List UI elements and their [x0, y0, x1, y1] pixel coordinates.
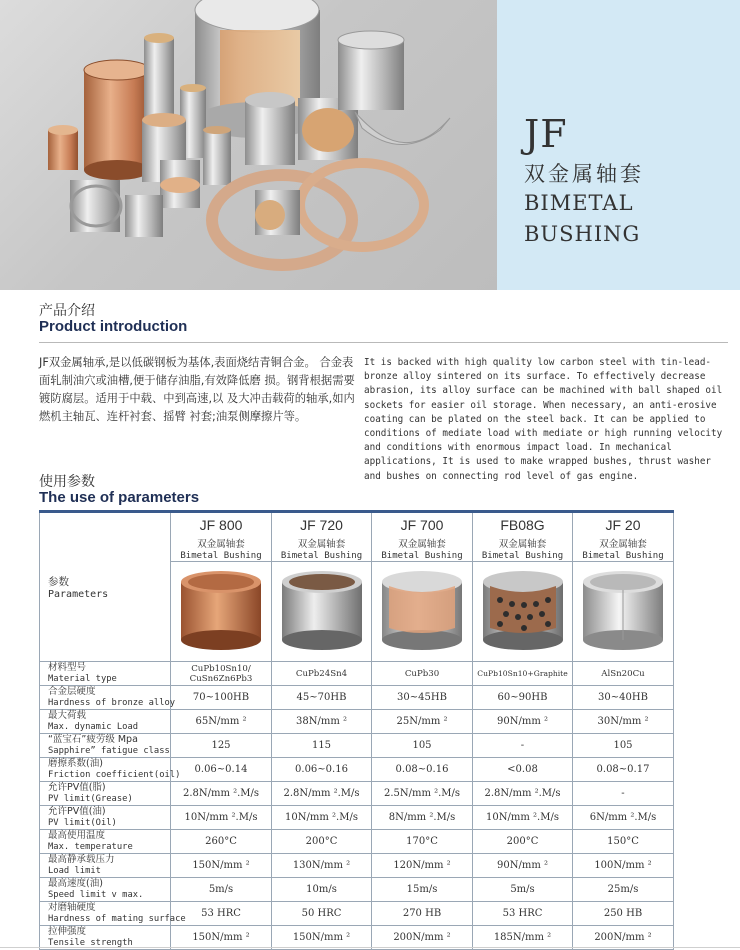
table-cell: 10N/mm ².M/s	[171, 806, 272, 830]
row-label-cn: 最大荷载	[48, 710, 87, 721]
row-label-cn: 材料型号	[48, 662, 87, 673]
row-label	[40, 782, 171, 806]
table-row	[40, 830, 674, 854]
table-cell: 60~90HB	[473, 686, 573, 710]
table-header-row	[40, 512, 674, 562]
table-cell: 200°C	[473, 830, 573, 854]
table-cell: 25m/s	[573, 878, 674, 902]
model-header	[473, 512, 573, 562]
product-title: JF	[524, 112, 568, 156]
intro-body-en: It is backed with high quality low carbon steel with tin-lead-bronze alloy sintered on its surface. To effectively decrease abrasion, its alloy surface can be machined with ball shaped oil sockets for easier oil storage. When necessary, an anti-erosive coating can be plated on the steel back. It can be applied to conditions of mediate load with mediate or high running velocity and conditions with enormous impact load. In mechanical applications, It is used to make wrapped bushes, thrust washer and bushes on connecting rod level of gas engine.	[364, 357, 723, 482]
table-row	[40, 734, 674, 758]
table-cell: 100N/mm ²	[573, 854, 674, 878]
table-cell: 45~70HB	[272, 686, 372, 710]
row-label-cn: 拉伸强度	[48, 926, 87, 937]
model-name: JF 800	[199, 516, 243, 533]
table-cell: 6N/mm ².M/s	[573, 806, 674, 830]
table-cell: 5m/s	[171, 878, 272, 902]
row-label-cn: “蓝宝石”疲劳级 Mpa	[48, 734, 138, 745]
product-subtitle-en-line2: BUSHING	[524, 222, 641, 246]
table-cell: AlSn20Cu	[573, 662, 674, 686]
model-en: Bimetal Bushing	[582, 550, 664, 561]
table-cell: 53 HRC	[473, 902, 573, 926]
row-label-en: Max. temperature	[48, 841, 133, 852]
table-cell: 2.8N/mm ².M/s	[171, 782, 272, 806]
intro-body-cn: JF双金属轴承,是以低碳钢板为基体,表面烧结青铜合金。 合金表面轧制油穴或油槽,便于储存油脂,有效降低磨 损。钢背根据需要镀防腐层。适用于中载、中到高速,以 及大冲击载荷的轴承,如内燃机主轴瓦、连杆衬套、摇臂 衬套;油泵侧摩擦片等。	[39, 356, 355, 423]
row-label-en: Speed limit v max.	[48, 889, 144, 900]
table-cell: 200°C	[272, 830, 372, 854]
table-cell: 25N/mm ²	[372, 710, 473, 734]
table-row	[40, 782, 674, 806]
table-cell: 120N/mm ²	[372, 854, 473, 878]
row-label	[40, 806, 171, 830]
table-cell: CuPb24Sn4	[272, 662, 372, 686]
model-cn: 双金属轴套	[498, 538, 547, 550]
table-cell: 2.8N/mm ².M/s	[272, 782, 372, 806]
model-name: JF 700	[400, 516, 444, 533]
table-cell: CuPb10Sn10+Graphite	[473, 662, 573, 686]
model-en: Bimetal Bushing	[280, 550, 363, 561]
table-cell: 150N/mm ²	[272, 926, 372, 950]
row-label-cn: 允许PV值(脂)	[48, 782, 106, 793]
bronze-bushing-image	[176, 568, 266, 652]
table-cell: 260°C	[171, 830, 272, 854]
table-cell: 30~45HB	[372, 686, 473, 710]
table-row	[40, 758, 674, 782]
table-cell: 115	[272, 734, 372, 758]
table-cell: 185N/mm ²	[473, 926, 573, 950]
model-cn: 双金属轴套	[197, 538, 245, 550]
row-label	[40, 878, 171, 902]
parameters-label-cell	[40, 512, 171, 662]
table-cell: 150N/mm ²	[171, 926, 272, 950]
table-cell: 150N/mm ²	[171, 854, 272, 878]
row-label-en: PV limit(Grease)	[48, 793, 133, 804]
table-cell: 10N/mm ².M/s	[473, 806, 573, 830]
intro-heading-cn: 产品介绍	[39, 303, 95, 319]
model-header	[171, 512, 272, 562]
table-cell: 50 HRC	[272, 902, 372, 926]
row-label	[40, 926, 171, 950]
model-header	[372, 512, 473, 562]
row-label-cn: 对磨轴硬度	[48, 902, 96, 913]
steel-bushing-image	[277, 568, 367, 652]
hero-banner	[0, 0, 740, 290]
table-cell: 10m/s	[272, 878, 372, 902]
aluminium-bushing-image	[578, 568, 668, 652]
model-header	[272, 512, 372, 562]
model-cn: 双金属轴套	[297, 538, 346, 550]
params-heading-en: The use of parameters	[39, 489, 200, 506]
table-cell: -	[573, 782, 674, 806]
table-cell: 200N/mm ²	[573, 926, 674, 950]
row-label	[40, 854, 171, 878]
row-label	[40, 902, 186, 926]
row-label-en: Hardness of bronze alloy	[48, 697, 176, 708]
row-label-en: Sapphire” fatigue class	[48, 745, 170, 756]
row-label-en: Max. dynamic Load	[48, 721, 139, 732]
row-label	[40, 710, 171, 734]
row-label	[40, 830, 171, 854]
steel-bronze-bushing-image	[377, 568, 467, 652]
row-label-cn: 最高速度(油)	[48, 878, 103, 889]
intro-heading-en: Product introduction	[39, 318, 188, 335]
table-row	[40, 902, 674, 926]
table-cell: 250 HB	[573, 902, 674, 926]
table-cell: -	[473, 734, 573, 758]
row-label	[40, 662, 171, 686]
row-label-cn: 允许PV值(油)	[48, 806, 106, 817]
row-label-cn: 最高静承载压力	[48, 854, 115, 865]
parameters-label-en: Parameters	[48, 589, 109, 600]
row-label-en: Friction coefficient(oil)	[48, 769, 181, 780]
product-subtitle-en-line1: BIMETAL	[524, 191, 634, 215]
model-name: JF 720	[300, 516, 343, 533]
table-cell: 200N/mm ²	[372, 926, 473, 950]
table-cell: 90N/mm ²	[473, 710, 573, 734]
row-label-en: Tensile strength	[48, 937, 133, 948]
table-cell: 2.5N/mm ².M/s	[372, 782, 473, 806]
row-label-cn: 合金层硬度	[48, 686, 96, 697]
model-header	[573, 512, 674, 562]
table-cell: 70~100HB	[171, 686, 272, 710]
model-en: Bimetal Bushing	[180, 550, 262, 561]
bushing-photo-cell	[473, 562, 573, 662]
table-cell: CuPb10Sn10/ CuSn6Zn6Pb3	[171, 662, 272, 686]
row-label	[40, 686, 176, 710]
table-row	[40, 854, 674, 878]
table-row	[40, 662, 674, 686]
table-cell: 90N/mm ²	[473, 854, 573, 878]
table-cell: 270 HB	[372, 902, 473, 926]
bushings-illustration	[0, 0, 497, 290]
table-row	[40, 806, 674, 830]
table-cell: 10N/mm ².M/s	[272, 806, 372, 830]
table-cell: 125	[171, 734, 272, 758]
table-row	[40, 926, 674, 950]
model-name: FB08G	[500, 516, 545, 533]
table-cell: 0.08~0.16	[372, 758, 473, 782]
page-bottom-divider	[0, 947, 740, 948]
bushing-photo-cell	[372, 562, 473, 662]
row-label-en: PV limit(Oil)	[48, 817, 117, 828]
table-cell: 105	[573, 734, 674, 758]
table-cell: 0.06~0.14	[171, 758, 272, 782]
graphite-bushing-image	[478, 568, 568, 652]
table-row	[40, 710, 674, 734]
row-label	[40, 758, 181, 782]
table-cell: CuPb30	[372, 662, 473, 686]
bushing-photo-cell	[573, 562, 674, 662]
row-label-en: Hardness of mating surface	[48, 913, 186, 924]
table-cell: 30~40HB	[573, 686, 674, 710]
model-cn: 双金属轴套	[398, 538, 446, 550]
bushing-photo-cell	[171, 562, 272, 662]
model-name: JF 20	[605, 516, 641, 533]
table-cell: 38N/mm ²	[272, 710, 372, 734]
row-label	[40, 734, 171, 758]
table-cell: 8N/mm ².M/s	[372, 806, 473, 830]
bushing-photo-cell	[272, 562, 372, 662]
row-label-cn: 磨擦系数(油)	[48, 758, 103, 769]
bushings-product-photo	[0, 0, 497, 290]
table-cell: <0.08	[473, 758, 573, 782]
params-heading-cn: 使用参数	[39, 474, 95, 490]
table-row	[40, 878, 674, 902]
table-cell: 170°C	[372, 830, 473, 854]
table-cell: 15m/s	[372, 878, 473, 902]
model-cn: 双金属轴套	[599, 538, 647, 550]
parameters-table	[39, 510, 674, 950]
table-cell: 5m/s	[473, 878, 573, 902]
table-cell: 2.8N/mm ².M/s	[473, 782, 573, 806]
intro-divider	[39, 342, 728, 343]
model-en: Bimetal Bushing	[481, 550, 564, 561]
table-cell: 150°C	[573, 830, 674, 854]
product-subtitle-cn: 双金属轴套	[524, 162, 644, 186]
table-cell: 53 HRC	[171, 902, 272, 926]
table-row	[40, 686, 674, 710]
table-cell: 0.08~0.17	[573, 758, 674, 782]
table-cell: 65N/mm ²	[171, 710, 272, 734]
table-cell: 0.06~0.16	[272, 758, 372, 782]
row-label-en: Material type	[48, 673, 117, 684]
table-cell: 105	[372, 734, 473, 758]
table-cell: 130N/mm ²	[272, 854, 372, 878]
row-label-en: Load limit	[48, 865, 101, 876]
table-cell: 30N/mm ²	[573, 710, 674, 734]
model-en: Bimetal Bushing	[381, 550, 463, 561]
parameters-label-cn: 参数	[48, 576, 69, 588]
row-label-cn: 最高使用温度	[48, 830, 106, 841]
